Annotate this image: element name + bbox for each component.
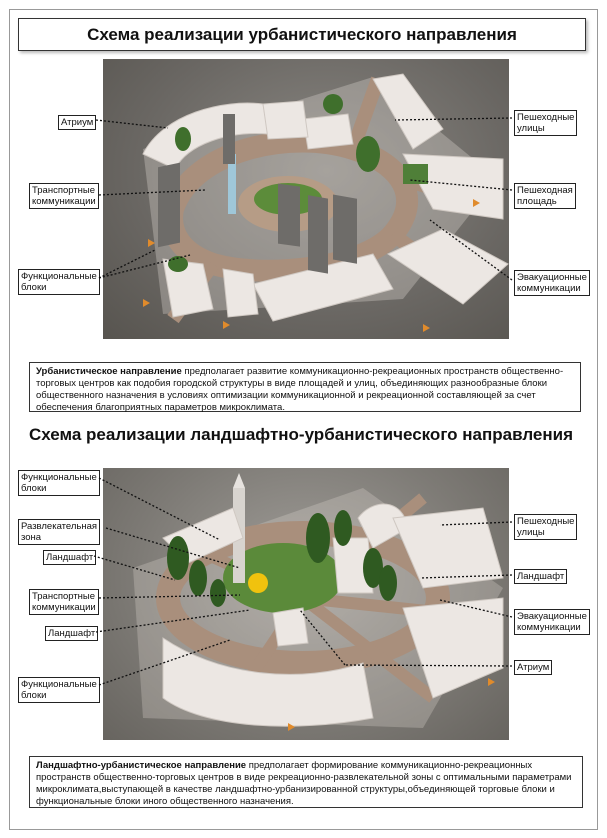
label-landscape-2: Ландшафт: [45, 626, 98, 641]
landscape-description-term: Ландшафтно-урбанистическое направление: [36, 760, 247, 771]
landscape-urban-description: [29, 756, 583, 808]
label-evacuation-communications: Эвакуационные коммуникации: [514, 270, 590, 296]
label-landscape-1: Ландшафт: [43, 550, 96, 565]
label-atrium: Атриум: [58, 115, 96, 130]
urban-description-text: предполагает развитие коммуникационно-рекреационных пространств общественно-торговых центров как подобия городской структуры в виде площадей и улиц, объединяющих разнообразные блоки общественного назначения в условиях оптимизации коммуникационной и рекреационной составляющей за счет обеспечения благоприятных параметров микроклимата.: [36, 366, 564, 413]
label-transport-communications-2: Транспортные коммуникации: [29, 589, 99, 615]
landscape-description-text: предполагает формирование коммуникационно-рекреационных пространств общественно-торговых центров в виде рекреационно-развлекательной зоны с оптимальными параметрами микроклимата,выступающей в качестве ландшафтно-урбанизированной структуры,объединяющей торговые блоки и функциональные блоки иного общественного назначения.: [36, 760, 572, 807]
label-entertainment-zone: Развлекательная зона: [18, 519, 100, 545]
label-functional-blocks-top: Функциональные блоки: [18, 470, 100, 496]
label-atrium-2: Атриум: [514, 660, 552, 675]
landscape-urban-scheme-title: Схема реализации ландшафтно-урбанистического направления: [28, 425, 574, 444]
label-evacuation-communications-2: Эвакуационные коммуникации: [514, 609, 590, 635]
label-landscape-right: Ландшафт: [514, 569, 567, 584]
urban-description-term: Урбанистическое направление: [36, 366, 182, 377]
label-pedestrian-square: Пешеходная площадь: [514, 183, 576, 209]
label-transport-communications: Транспортные коммуникации: [29, 183, 99, 209]
label-pedestrian-streets-2: Пешеходные улицы: [514, 514, 577, 540]
label-functional-blocks-bottom: Функциональные блоки: [18, 677, 100, 703]
label-pedestrian-streets: Пешеходные улицы: [514, 110, 577, 136]
label-functional-blocks: Функциональные блоки: [18, 269, 100, 295]
urban-scheme-title: Схема реализации урбанистического направления: [18, 18, 586, 51]
